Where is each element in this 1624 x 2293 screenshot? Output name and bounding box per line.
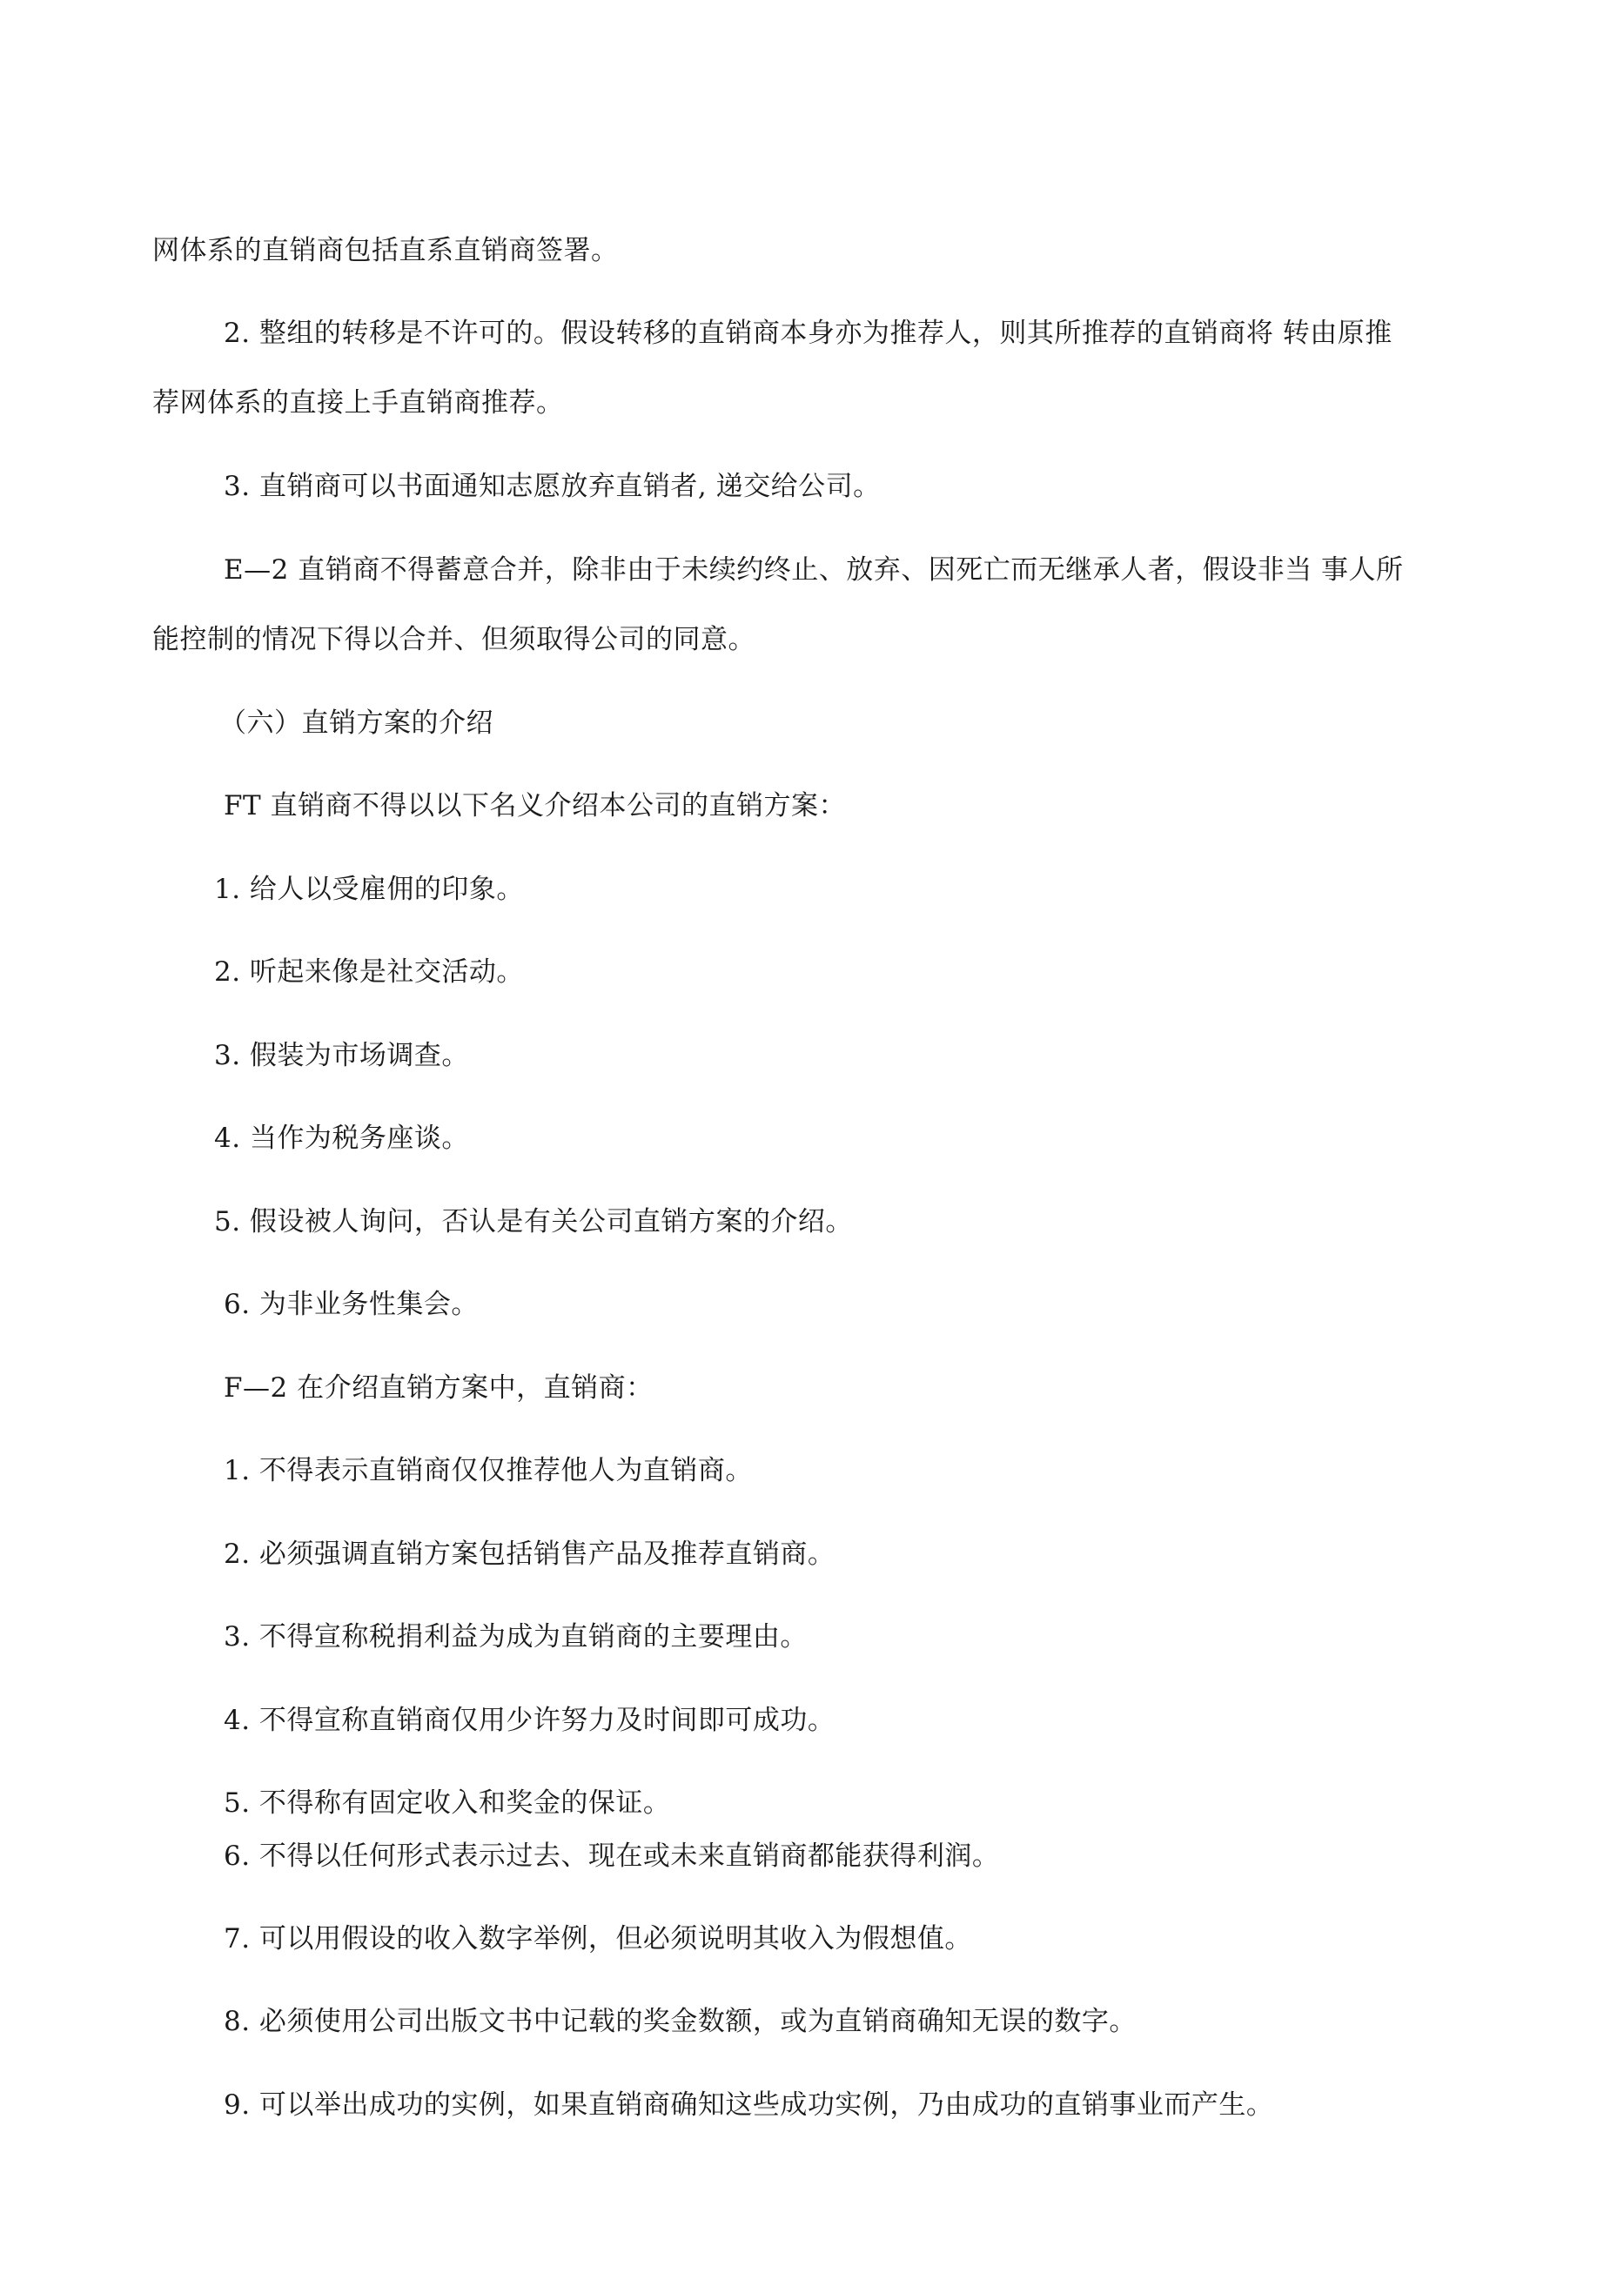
list-item: 7. 可以用假设的收入数字举例，但必须说明其收入为假想值。	[224, 1923, 972, 1954]
list-item: 5. 不得称有固定收入和奖金的保证。	[224, 1787, 671, 1819]
text-line: FT 直销商不得以以下名义介绍本公司的直销方案：	[224, 790, 847, 821]
list-item: 9. 可以举出成功的实例，如果直销商确知这些成功实例，乃由成功的直销事业而产生。	[224, 2089, 1274, 2121]
section-heading: （六）直销方案的介绍	[219, 707, 493, 739]
list-item: 3. 不得宣称税捐利益为成为直销商的主要理由。	[224, 1621, 808, 1653]
list-item: 6. 为非业务性集会。	[224, 1289, 479, 1320]
list-item: 5. 假设被人询问，否认是有关公司直销方案的介绍。	[214, 1206, 853, 1237]
text-line: 3. 直销商可以书面通知志愿放弃直销者, 递交给公司。	[224, 471, 881, 502]
list-item: 6. 不得以任何形式表示过去、现在或未来直销商都能获得利润。	[224, 1840, 1000, 1872]
list-item: 3. 假装为市场调查。	[214, 1040, 469, 1071]
list-item: 1. 给人以受雇佣的印象。	[214, 874, 524, 905]
list-item: 2. 听起来像是社交活动。	[214, 956, 524, 988]
text-line: E—2 直销商不得蓄意合并，除非由于未续约终止、放弃、因死亡而无继承人者，假设非当 事人所	[224, 554, 1404, 586]
text-line: 2. 整组的转移是不许可的。假设转移的直销商本身亦为推荐人，则其所推荐的直销商将 转由原推	[224, 318, 1392, 349]
list-item: 4. 不得宣称直销商仅用少许努力及时间即可成功。	[224, 1705, 835, 1736]
list-item: 4. 当作为税务座谈。	[214, 1123, 469, 1154]
list-item: 1. 不得表示直销商仅仅推荐他人为直销商。	[224, 1455, 753, 1486]
text-line: 荐网体系的直接上手直销商推荐。	[152, 387, 564, 419]
text-line: F—2 在介绍直销方案中，直销商：	[224, 1372, 654, 1404]
text-line: 能控制的情况下得以合并、但须取得公司的同意。	[152, 624, 755, 655]
text-line: 网体系的直销商包括直系直销商签署。	[152, 235, 619, 266]
list-item: 8. 必须使用公司出版文书中记载的奖金数额，或为直销商确知无误的数字。	[224, 2006, 1137, 2037]
list-item: 2. 必须强调直销方案包括销售产品及推荐直销商。	[224, 1539, 835, 1570]
